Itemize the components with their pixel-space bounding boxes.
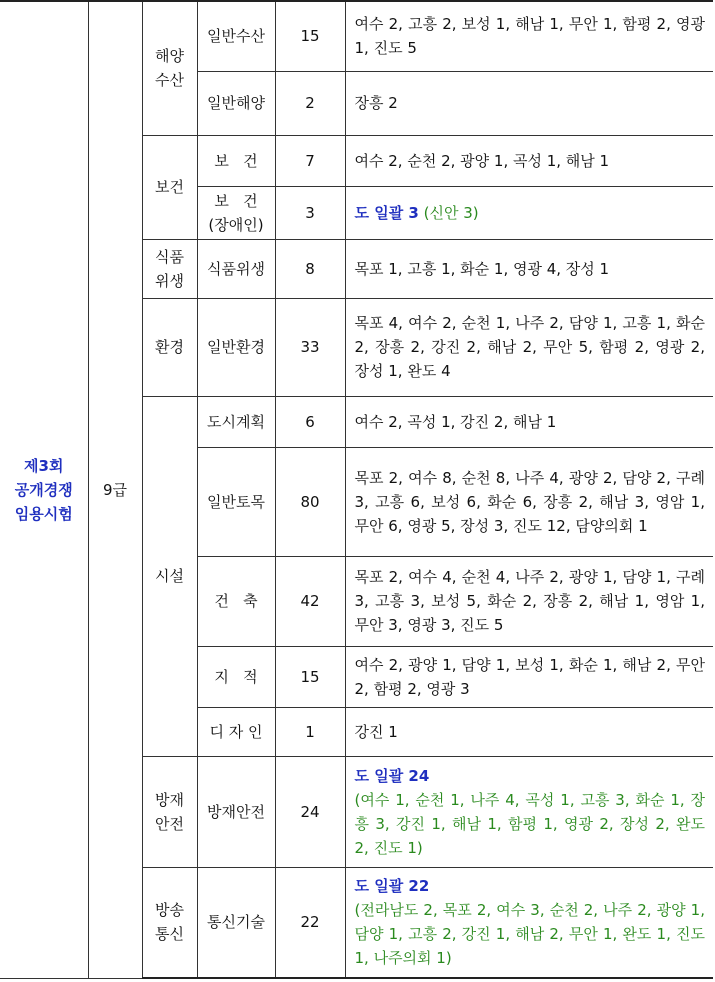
area-cell	[345, 556, 713, 646]
job-cell	[197, 556, 275, 646]
count-cell	[275, 867, 345, 978]
area-cell	[345, 756, 713, 867]
field-cell	[142, 756, 197, 867]
area-cell	[345, 707, 713, 756]
area-cell	[345, 646, 713, 707]
area-cell	[345, 867, 713, 978]
job-cell	[197, 646, 275, 707]
field-line: 방송	[155, 901, 184, 920]
job-label: 보 건	[214, 151, 258, 170]
count-cell	[275, 447, 345, 556]
area-text: 여수 2, 곡성 1, 강진 2, 해남 1	[354, 412, 557, 431]
exam-line: 임용시험	[14, 504, 73, 523]
job-cell	[197, 1, 275, 71]
count-value: 8	[305, 259, 315, 278]
job-label: 방재안전	[207, 802, 265, 821]
table-row	[0, 1, 713, 71]
count-value: 22	[300, 913, 320, 932]
job-label: 일반환경	[207, 338, 265, 356]
field-cell	[142, 1, 197, 135]
field-cell	[142, 239, 197, 298]
job-cell	[197, 135, 275, 186]
job-label: 도시계획	[207, 412, 265, 431]
job-cell	[197, 186, 275, 239]
count-cell	[275, 556, 345, 646]
job-cell	[197, 298, 275, 396]
count-cell	[275, 239, 345, 298]
job-label: 일반해양	[207, 94, 265, 112]
area-text: 여수 2, 고흥 2, 보성 1, 해남 1, 무안 1, 함평 2, 영광 1, 진도 5	[354, 15, 705, 58]
count-cell	[275, 298, 345, 396]
count-cell	[275, 1, 345, 71]
area-cell	[345, 135, 713, 186]
field-line: 식품	[155, 247, 184, 266]
count-cell	[275, 396, 345, 447]
count-cell	[275, 186, 345, 239]
job-label: 건 축	[214, 592, 258, 610]
count-value: 15	[300, 27, 320, 46]
field-line: 환경	[155, 338, 184, 356]
area-cell	[345, 447, 713, 556]
count-value: 15	[300, 667, 320, 686]
job-label: 보 건	[214, 191, 258, 210]
area-cell	[345, 239, 713, 298]
area-bulk-text: 도 일괄 24	[354, 766, 430, 785]
count-cell	[275, 71, 345, 135]
area-cell	[345, 71, 713, 135]
area-cell	[345, 186, 713, 239]
count-value: 80	[300, 492, 320, 511]
count-value: 7	[305, 151, 315, 170]
job-cell	[197, 71, 275, 135]
count-value: 24	[300, 802, 320, 821]
area-text: 장흥 2	[354, 94, 398, 112]
count-value: 2	[305, 94, 315, 112]
area-text: 목포 4, 여수 2, 순천 1, 나주 2, 담양 1, 고흥 1, 화순 2, 장흥 2, 강진 2, 해남 2, 무안 5, 함평 2, 영광 2, 장성 1, 완도 4	[354, 314, 705, 380]
count-value: 1	[305, 722, 315, 741]
area-detail-text: (전라남도 2, 목포 2, 여수 3, 순천 2, 나주 2, 광양 1, 담양 1, 고흥 2, 강진 1, 해남 2, 무안 1, 완도 1, 진도 1, 나주의회 1)	[354, 901, 705, 968]
area-text: 목포 1, 고흥 1, 화순 1, 영광 4, 장성 1	[354, 259, 610, 278]
field-line: 안전	[155, 814, 184, 833]
count-cell	[275, 135, 345, 186]
count-cell	[275, 646, 345, 707]
field-line: 위생	[155, 271, 184, 290]
job-cell	[197, 707, 275, 756]
count-value: 33	[300, 338, 320, 356]
job-label: 디 자 인	[209, 722, 263, 741]
job-cell	[197, 396, 275, 447]
area-text: 목포 2, 여수 4, 순천 4, 나주 2, 광양 1, 담양 1, 구례 3, 고흥 3, 보성 5, 화순 2, 장흥 2, 해남 1, 영암 1, 무안 3, 영광 3, 진도 5	[354, 568, 705, 634]
job-label: 식품위생	[207, 259, 265, 278]
count-cell	[275, 707, 345, 756]
job-label: 통신기술	[207, 913, 265, 932]
area-cell	[345, 298, 713, 396]
grade-cell	[88, 1, 142, 978]
exam-line: 제3회	[24, 456, 64, 475]
area-cell	[345, 396, 713, 447]
grade-label: 9급	[102, 480, 128, 499]
area-cell	[345, 1, 713, 71]
field-cell	[142, 396, 197, 756]
area-bulk-text: 도 일괄 22	[354, 877, 430, 896]
area-text: 강진 1	[354, 722, 398, 741]
count-value: 3	[305, 203, 315, 222]
job-label: 지 적	[214, 667, 258, 686]
count-value: 42	[300, 592, 320, 610]
field-cell	[142, 298, 197, 396]
job-cell	[197, 447, 275, 556]
count-value: 6	[305, 412, 315, 431]
field-line: 통신	[155, 925, 184, 944]
field-line: 시설	[155, 567, 184, 585]
area-detail-text: (여수 1, 순천 1, 나주 4, 곡성 1, 고흥 3, 화순 1, 장흥 3, 강진 1, 해남 1, 함평 1, 영광 2, 장성 2, 완도 2, 진도 1)	[354, 790, 705, 857]
job-label: (장애인)	[208, 215, 264, 234]
field-line: 보건	[155, 178, 184, 196]
area-text: 여수 2, 순천 2, 광양 1, 곡성 1, 해남 1	[354, 151, 610, 170]
area-text: 목포 2, 여수 8, 순천 8, 나주 4, 광양 2, 담양 2, 구례 3, 고흥 6, 보성 6, 화순 6, 장흥 2, 해남 3, 영암 1, 무안 6, 영광 5, 장성 3, 진도 12, 담양의회 1	[354, 468, 705, 535]
field-line: 방재	[155, 790, 184, 809]
exam-line: 공개경쟁	[14, 480, 73, 499]
area-bulk-text: 도 일괄 3	[354, 203, 419, 222]
field-line: 수산	[155, 71, 184, 90]
job-cell	[197, 867, 275, 978]
field-cell	[142, 867, 197, 978]
area-text: 여수 2, 광양 1, 담양 1, 보성 1, 화순 1, 해남 2, 무안 2, 함평 2, 영광 3	[354, 655, 705, 698]
job-cell	[197, 756, 275, 867]
field-line: 해양	[155, 47, 184, 66]
job-label: 일반토목	[207, 492, 265, 511]
job-cell	[197, 239, 275, 298]
count-cell	[275, 756, 345, 867]
field-cell	[142, 135, 197, 239]
exam-cell	[0, 1, 88, 978]
job-label: 일반수산	[207, 27, 265, 46]
area-detail-text: (신안 3)	[423, 203, 479, 222]
